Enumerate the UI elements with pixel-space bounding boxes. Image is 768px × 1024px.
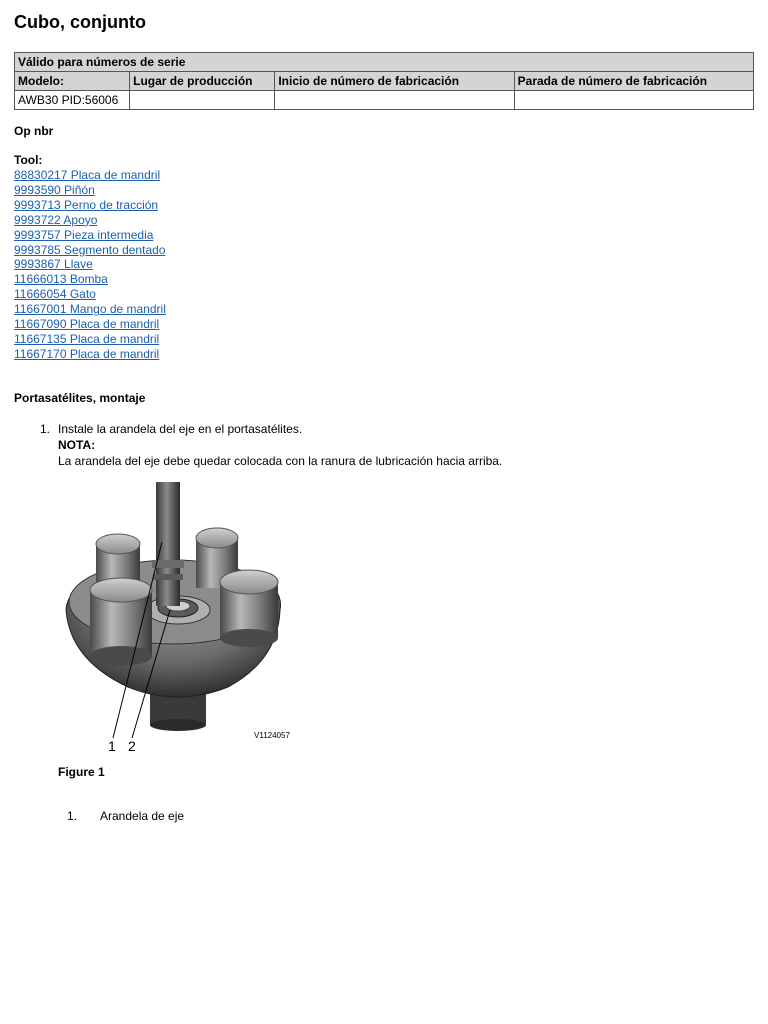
list-item xyxy=(14,347,166,362)
tool-link[interactable]: 9993713 Perno de tracción xyxy=(14,197,159,212)
tool-label: Tool: xyxy=(14,153,43,167)
list-item xyxy=(14,272,166,287)
list-item xyxy=(14,317,166,332)
list-item xyxy=(14,302,166,317)
cell-model: AWB30 PID:56006 xyxy=(15,91,130,110)
column-header-serial-stop: Parada de número de fabricación xyxy=(514,72,753,91)
list-item xyxy=(14,213,166,228)
tool-list xyxy=(14,168,166,362)
tool-link[interactable]: 11667135 Placa de mandril xyxy=(14,331,160,346)
list-item xyxy=(14,183,166,198)
serial-table-header-row xyxy=(15,53,754,72)
tool-link[interactable]: 9993757 Pieza intermedia xyxy=(14,227,154,242)
tool-link[interactable]: 88830217 Placa de mandril xyxy=(14,168,161,182)
tool-link[interactable]: 9993867 Llave xyxy=(14,257,93,272)
figure-illustration xyxy=(58,482,294,754)
column-header-serial-start: Inicio de número de fabricación xyxy=(275,72,514,91)
figure-caption: Figure 1 xyxy=(58,765,105,779)
tool-link[interactable]: 11667090 Placa de mandril xyxy=(14,317,160,332)
note-label: NOTA: xyxy=(58,438,96,452)
tool-link[interactable]: 11667170 Placa de mandril xyxy=(14,346,160,361)
section-title: Portasatélites, montaje xyxy=(14,391,146,405)
legend-number: 1. xyxy=(67,809,78,823)
step-number: 1. xyxy=(40,422,51,436)
planet-carrier-drawing xyxy=(58,482,294,754)
column-header-model: Modelo: xyxy=(15,72,130,91)
page-title: Cubo, conjunto xyxy=(14,12,146,32)
callout-2: 2 xyxy=(128,738,136,754)
step-body xyxy=(58,421,738,469)
table-row xyxy=(15,91,754,110)
callout-1: 1 xyxy=(108,738,116,754)
cell-serial-start xyxy=(275,91,514,110)
legend-text: Arandela de eje xyxy=(100,809,185,823)
column-header-production-site: Lugar de producción xyxy=(130,72,275,91)
op-number-label: Op nbr xyxy=(14,124,54,138)
step-text: Instale la arandela del eje en el portasatélites. xyxy=(58,422,303,436)
list-item xyxy=(14,228,166,243)
tool-link[interactable]: 9993722 Apoyo xyxy=(14,212,98,227)
cell-production-site xyxy=(130,91,275,110)
list-item xyxy=(14,332,166,347)
serial-table-header: Válido para números de serie xyxy=(15,53,754,72)
tool-link[interactable]: 11666013 Bomba xyxy=(14,272,108,287)
list-item xyxy=(14,243,166,258)
tool-link[interactable]: 9993785 Segmento dentado xyxy=(14,242,166,257)
list-item xyxy=(14,287,166,302)
list-item xyxy=(14,168,166,183)
note-text: La arandela del eje debe quedar colocada con la ranura de lubricación hacia arriba. xyxy=(58,454,503,468)
tool-link[interactable]: 11667001 Mango de mandril xyxy=(14,302,166,317)
cell-serial-stop xyxy=(514,91,753,110)
image-code: V1124057 xyxy=(254,731,290,740)
tool-link[interactable]: 11666054 Gato xyxy=(14,287,96,302)
list-item xyxy=(14,198,166,213)
serial-table-columns-row xyxy=(15,72,754,91)
serial-validity-table xyxy=(14,52,754,110)
list-item xyxy=(14,257,166,272)
tool-link[interactable]: 9993590 Piñón xyxy=(14,182,95,197)
